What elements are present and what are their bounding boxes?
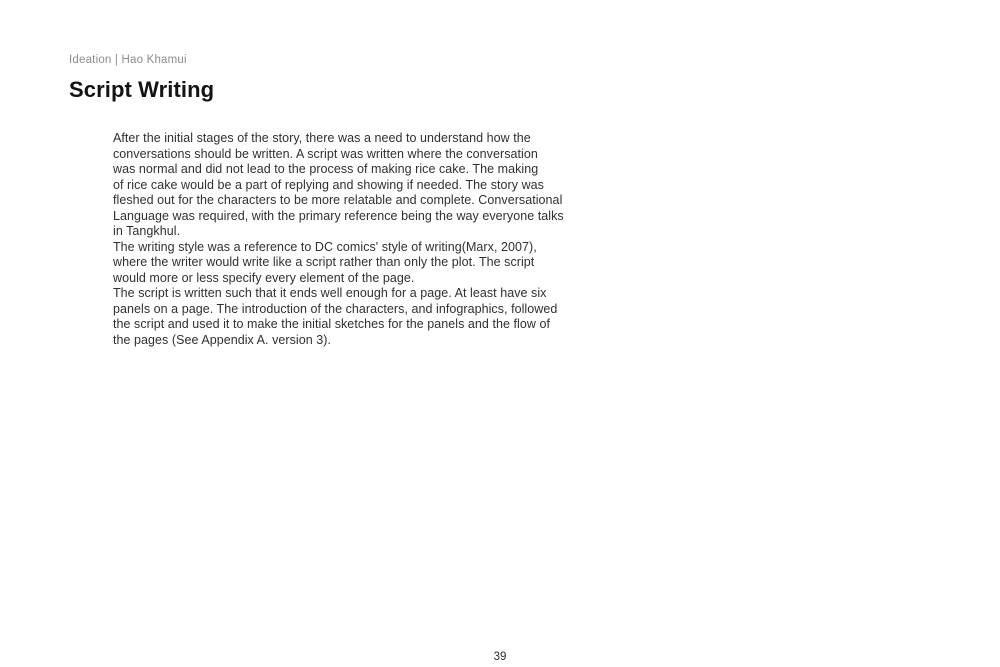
paragraph: The script is written such that it ends well enough for a page. At least have six panels on a page. The introduction of the characters, and infographics, followed the script and used it to make the initial sketches for the panels and the flow of the pages (See Appendix A. version 3). xyxy=(113,286,558,347)
page-number: 39 xyxy=(493,651,507,663)
breadcrumb: Ideation | Hao Khamui xyxy=(69,54,187,66)
paragraph: After the initial stages of the story, there was a need to understand how the conversations should be written. A script was written where the conversation was normal and did not lead to the process of making rice cake. The making of rice cake would be a part of replying and showing if needed. The story was fleshed out for the characters to be more relatable and complete. Conversational Language was required, with the primary reference being the way everyone talks in Tangkhul. xyxy=(113,131,564,238)
paragraph: The writing style was a reference to DC comics' style of writing(Marx, 2007), where the writer would write like a script rather than only the plot. The script would more or less specify every element of the page. xyxy=(113,239,537,285)
body-text xyxy=(113,131,564,348)
page-title: Script Writing xyxy=(69,77,215,102)
